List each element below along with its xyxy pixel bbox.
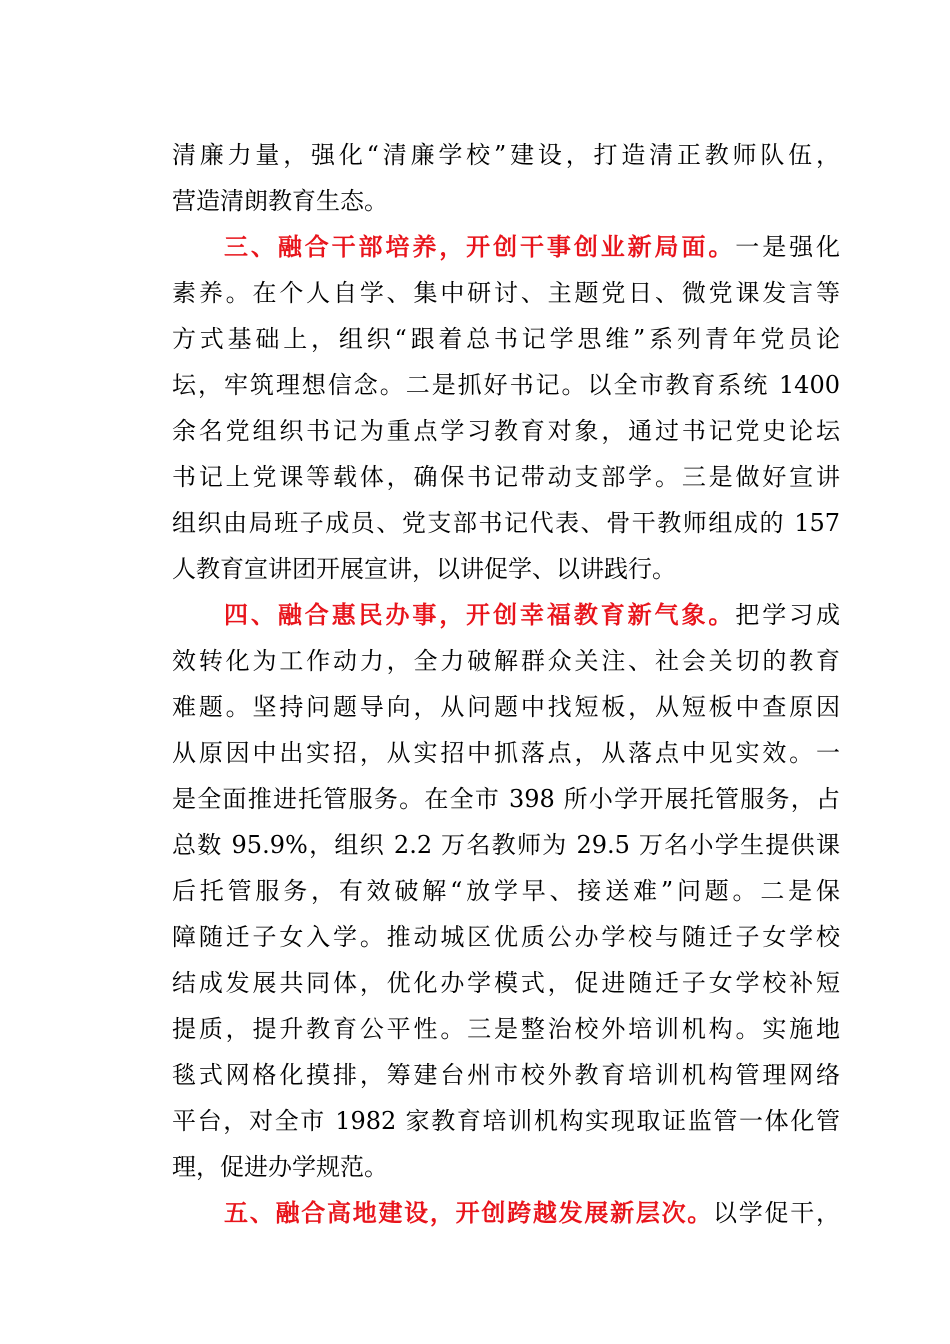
section-heading-four: 四、融合惠民办事，开创幸福教育新气象。 — [224, 600, 736, 629]
text-line: 理，促进办学规范。 — [172, 1153, 388, 1181]
text-line: 效转化为工作动力，全力破解群众关注、社会关切的教育 — [172, 647, 840, 675]
text-line: 余名党组织书记为重点学习教育对象，通过书记党史论坛 — [172, 417, 840, 445]
text-line: 障随迁子女入学。推动城区优质公办学校与随迁子女学校 — [172, 923, 840, 951]
text-line: 素养。在个人自学、集中研讨、主题党日、微党课发言等 — [172, 279, 840, 307]
text-line: 方式基础上，组织“跟着总书记学思维”系列青年党员论 — [172, 325, 840, 353]
text-line: 结成发展共同体，优化办学模式，促进随迁子女学校补短 — [172, 969, 840, 997]
paragraph-first-line — [172, 592, 840, 638]
text-span: 以学促干， — [713, 1199, 841, 1227]
text-line: 是全面推进托管服务。在全市 398 所小学开展托管服务，占 — [172, 785, 840, 813]
section-heading-three: 三、融合干部培养，开创干事创业新局面。 — [224, 232, 736, 261]
text-line: 后托管服务，有效破解“放学早、接送难”问题。二是保 — [172, 877, 840, 905]
document-body — [172, 132, 840, 1236]
text-line: 总数 95.9%，组织 2.2 万名教师为 29.5 万名小学生提供课 — [172, 831, 840, 859]
text-line: 书记上党课等载体，确保书记带动支部学。三是做好宣讲 — [172, 463, 840, 491]
text-line: 营造清朗教育生态。 — [172, 187, 388, 215]
text-line: 从原因中出实招，从实招中抓落点，从落点中见实效。一 — [172, 739, 840, 767]
text-line: 人教育宣讲团开展宣讲，以讲促学、以讲践行。 — [172, 555, 676, 583]
text-line: 难题。坚持问题导向，从问题中找短板，从短板中查原因 — [172, 693, 840, 721]
text-line: 组织由局班子成员、党支部书记代表、骨干教师组成的 157 — [172, 509, 840, 537]
text-line: 清廉力量，强化“清廉学校”建设，打造清正教师队伍， — [172, 141, 840, 169]
text-span: 一是强化 — [735, 233, 841, 261]
text-line: 坛，牢筑理想信念。二是抓好书记。以全市教育系统 1400 — [172, 371, 840, 399]
text-line: 毯式网格化摸排，筹建台州市校外教育培训机构管理网络 — [172, 1061, 840, 1089]
paragraph-first-line — [172, 224, 840, 270]
text-line: 提质，提升教育公平性。三是整治校外培训机构。实施地 — [172, 1015, 840, 1043]
paragraph-first-line — [172, 1190, 840, 1236]
section-heading-five: 五、融合高地建设，开创跨越发展新层次。 — [224, 1198, 714, 1227]
text-span: 把学习成 — [735, 601, 841, 629]
text-line: 平台，对全市 1982 家教育培训机构实现取证监管一体化管 — [172, 1107, 840, 1135]
